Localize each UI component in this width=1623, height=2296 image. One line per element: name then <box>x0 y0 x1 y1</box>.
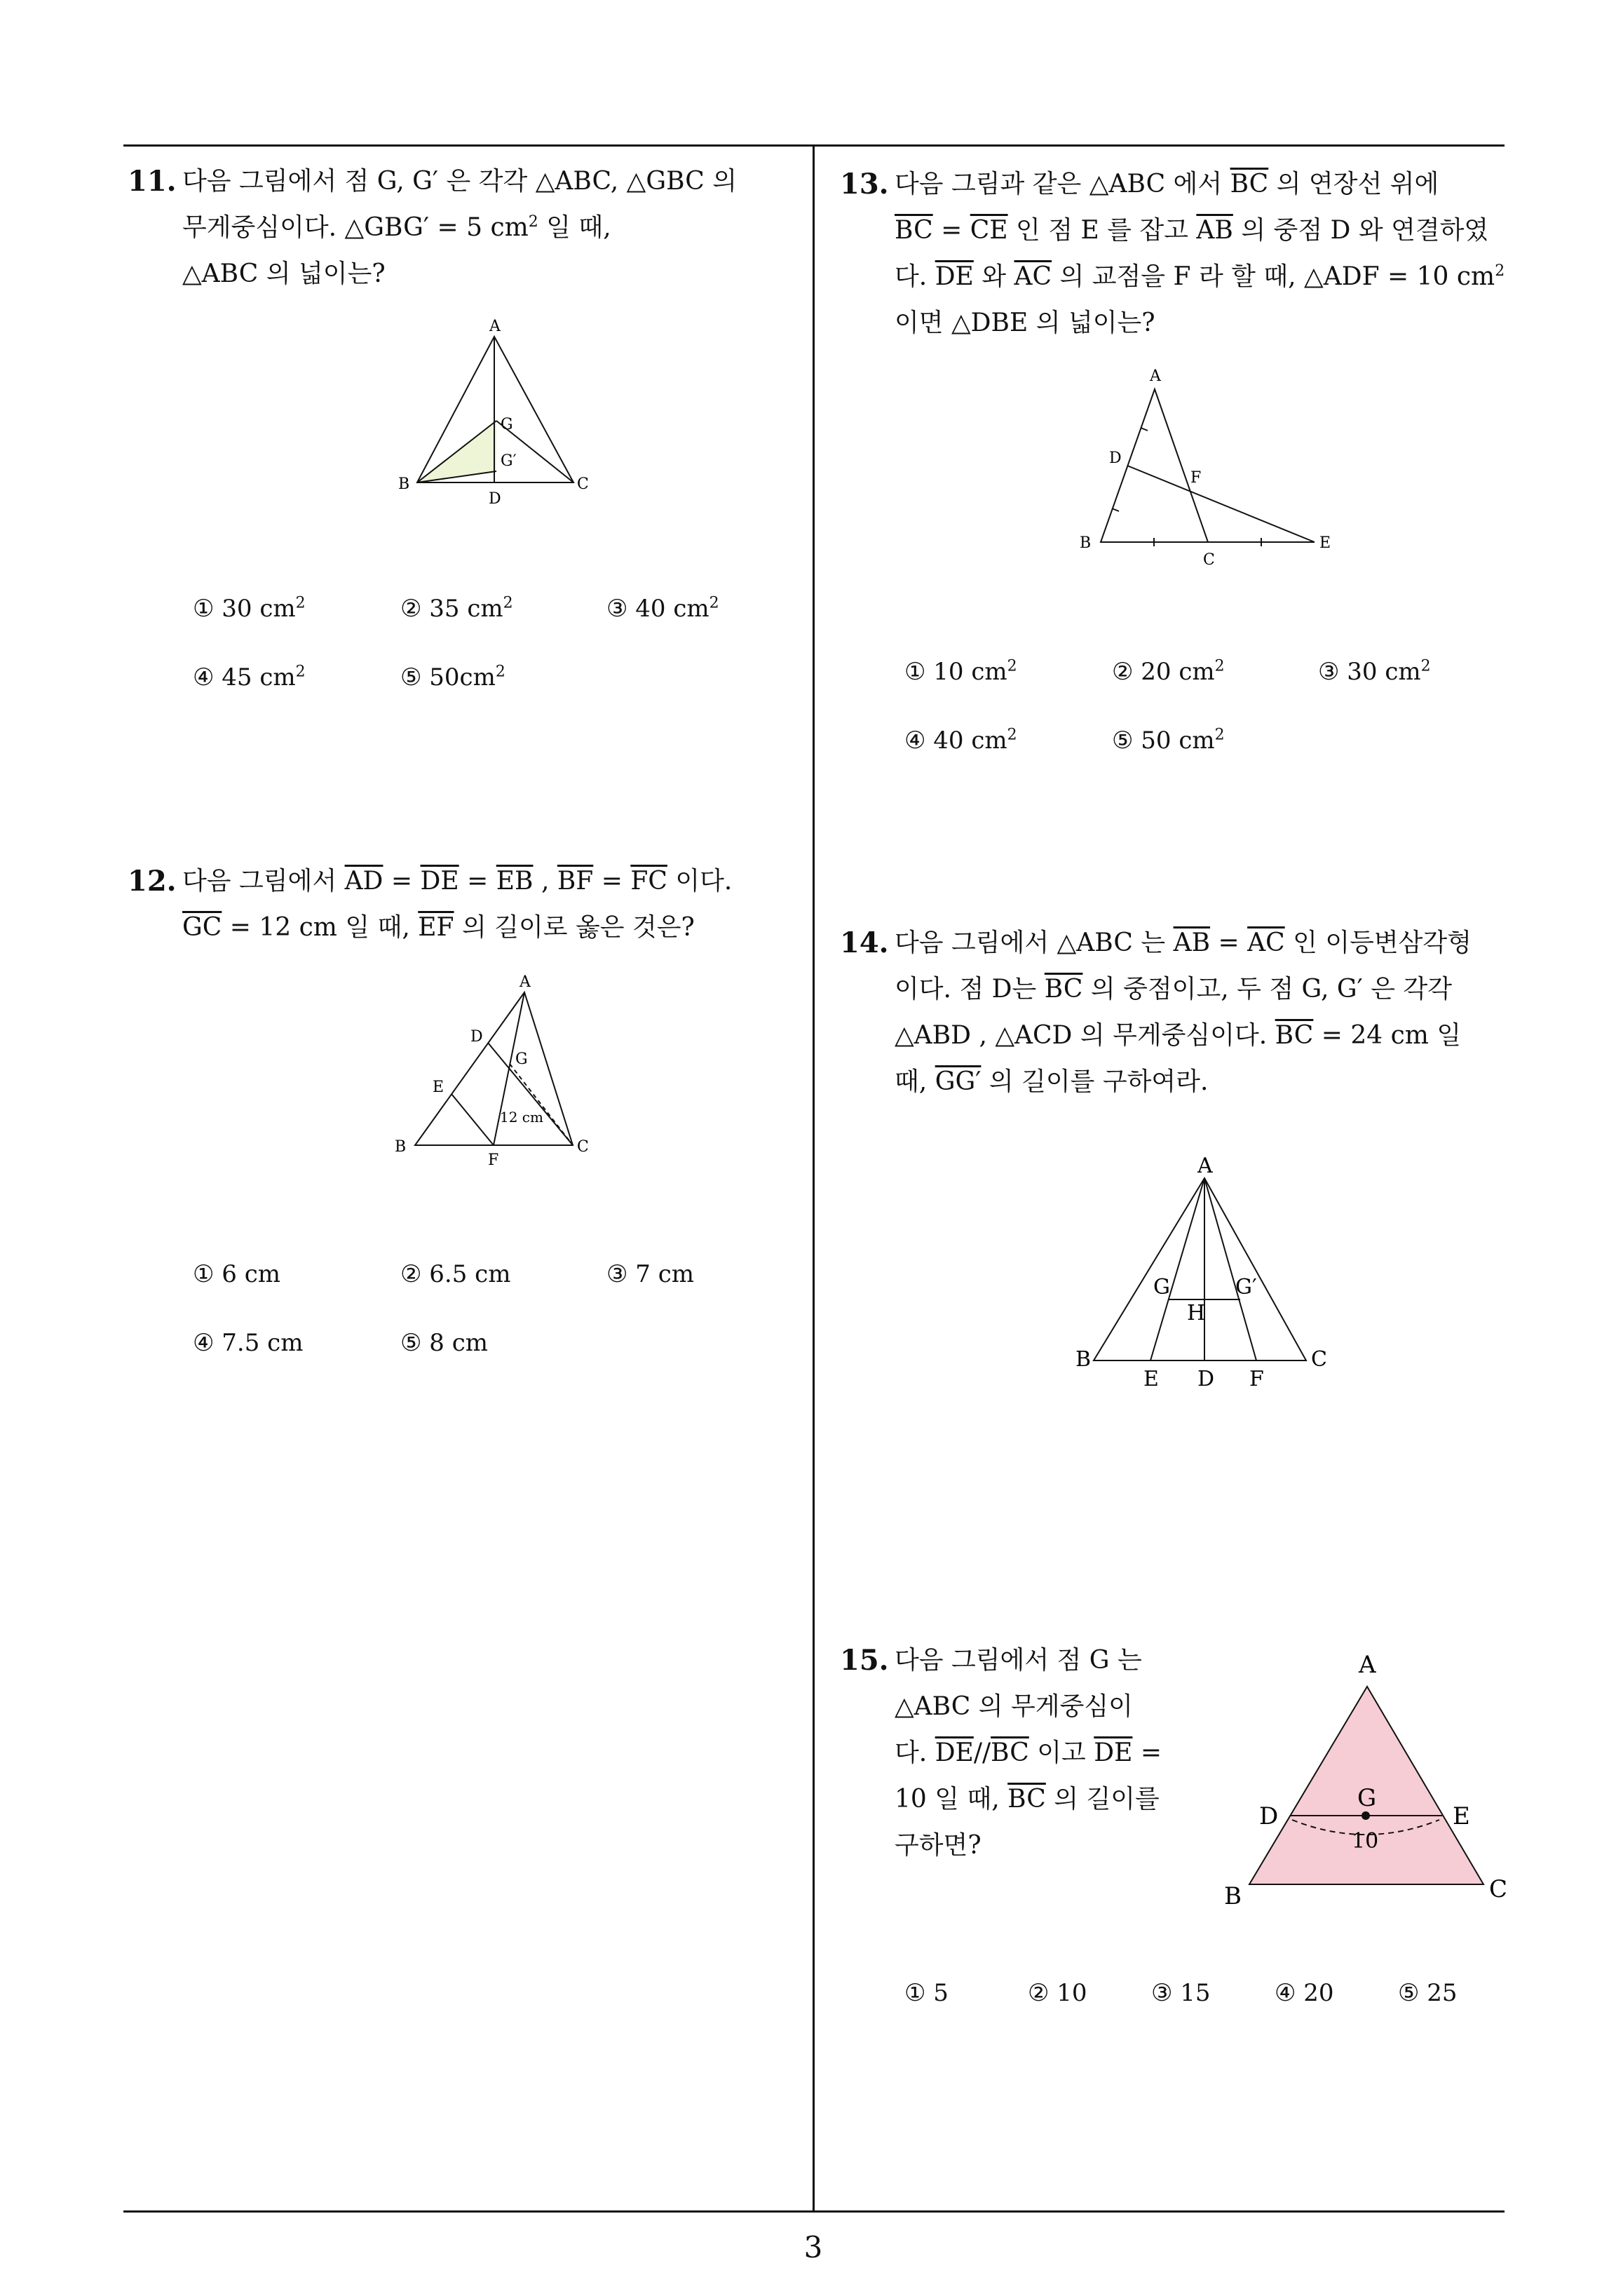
label-f: F <box>488 1152 499 1169</box>
label-e: E <box>1453 1802 1470 1830</box>
segment-de <box>1127 466 1315 542</box>
label-a: A <box>1359 1651 1376 1679</box>
figure-q13 <box>1073 361 1339 572</box>
question-number: 11. <box>128 165 177 198</box>
choice-3[interactable]: ③ 40 $cm^2$ <box>606 594 719 623</box>
label-a: A <box>489 318 501 335</box>
triangle-abc <box>415 992 573 1145</box>
question-text: 다. $\overline{DE}//\overline{BC}$ 이고 $\overline{DE}$ = <box>895 1738 1162 1767</box>
question-12 <box>128 858 732 951</box>
point-g <box>1361 1811 1370 1820</box>
question-text: 구하면? <box>895 1831 982 1860</box>
label-a: A <box>1150 367 1161 385</box>
question-text: 이면 △DBE 의 넓이는? <box>895 309 1155 337</box>
choice-5[interactable]: ⑤ 8 cm <box>400 1329 489 1357</box>
choice-4[interactable]: ④ 7.5 cm <box>193 1329 304 1357</box>
triangle-abc <box>1094 1178 1306 1360</box>
question-text: △ABD , △ACD 의 무게중심이다. $\overline{BC} = 24$ cm 일 <box>895 1021 1462 1050</box>
choice-5[interactable]: ⑤ 25 <box>1398 1979 1458 2007</box>
question-text: 다음 그림에서 점 G 는 <box>895 1646 1142 1675</box>
figure-q14 <box>1073 1150 1346 1396</box>
label-c: C <box>577 475 589 493</box>
question-15 <box>840 1637 1162 1869</box>
label-g: G <box>1153 1275 1170 1299</box>
choice-2[interactable]: ② 20 $cm^2$ <box>1112 657 1225 686</box>
choice-5[interactable]: ⑤ $50cm^2$ <box>400 663 505 691</box>
label-c: C <box>577 1138 589 1156</box>
question-text: △ABC 의 무게중심이 <box>895 1692 1133 1721</box>
label-b: B <box>398 475 410 493</box>
label-c: C <box>1489 1875 1508 1903</box>
question-number: 13. <box>840 168 889 201</box>
label-b: B <box>1224 1882 1242 1910</box>
segment-ef <box>451 1094 494 1145</box>
label-10: 10 <box>1352 1829 1379 1853</box>
label-a: A <box>1197 1154 1213 1178</box>
label-f: F <box>1190 469 1202 487</box>
label-b: B <box>1075 1347 1092 1372</box>
segment-dc <box>488 1043 573 1145</box>
choice-1[interactable]: ① 10 $cm^2$ <box>904 657 1017 686</box>
choice-1[interactable]: ① 30 $cm^2$ <box>193 594 306 623</box>
figure-q11 <box>379 309 617 512</box>
column-divider <box>813 144 815 2212</box>
question-text: 다. $\overline{DE}$ 와 $\overline{AC}$ 의 교점을 F 라 할 때, △ADF = 10 $cm^2$ <box>895 262 1505 291</box>
question-text: 무게중심이다. △GBG′ = 5 $cm^2$ 일 때, <box>182 213 611 242</box>
label-e: E <box>1319 534 1331 552</box>
choice-4[interactable]: ④ 20 <box>1275 1979 1334 2007</box>
label-d: D <box>1197 1367 1215 1391</box>
label-b: B <box>395 1138 407 1156</box>
choice-1[interactable]: ① 5 <box>904 1979 949 2007</box>
label-f: F <box>1249 1367 1264 1391</box>
label-d: D <box>1259 1802 1279 1830</box>
question-13 <box>840 161 1505 346</box>
question-text: 이다. 점 D는 $\overline{BC}$ 의 중점이고, 두 점 G, G′ 은 각각 <box>895 975 1453 1004</box>
question-14 <box>840 920 1472 1105</box>
question-text: 10 일 때, $\overline{BC}$ 의 길이를 <box>895 1785 1160 1814</box>
choice-2[interactable]: ② 6.5 cm <box>400 1260 511 1288</box>
choice-2[interactable]: ② 35 $cm^2$ <box>400 594 513 623</box>
choice-3[interactable]: ③ 30 $cm^2$ <box>1318 657 1431 686</box>
label-e: E <box>433 1079 444 1096</box>
tick-mark <box>1112 508 1119 511</box>
median-af <box>1204 1178 1256 1360</box>
question-11 <box>128 158 737 297</box>
label-d: D <box>489 490 501 508</box>
median-ae <box>1150 1178 1204 1360</box>
label-h: H <box>1187 1301 1206 1325</box>
choice-5[interactable]: ⑤ 50 $cm^2$ <box>1112 726 1225 755</box>
question-number: 15. <box>840 1644 889 1677</box>
question-text: 다음 그림에서 $\overline{AD} = \overline{DE} = \overline{EB}$ , $\overline{BF} = \overline{FC}$ 이다. <box>182 867 733 896</box>
label-c: C <box>1203 551 1215 569</box>
label-12cm: 12 cm <box>500 1109 543 1126</box>
question-text: 다음 그림과 같은 △ABC 에서 $\overline{BC}$ 의 연장선 위에 <box>895 170 1439 198</box>
question-number: 14. <box>840 926 889 959</box>
label-gp: G′ <box>501 452 517 470</box>
label-e: E <box>1143 1367 1159 1391</box>
tick-mark <box>1141 428 1148 431</box>
label-d: D <box>1109 450 1122 467</box>
label-d: D <box>470 1028 483 1046</box>
choice-2[interactable]: ② 10 <box>1028 1979 1087 2007</box>
label-a: A <box>520 973 531 991</box>
label-gp: G′ <box>1235 1275 1257 1299</box>
label-c: C <box>1311 1347 1327 1372</box>
figure-q12 <box>389 971 599 1168</box>
question-text: 다음 그림에서 △ABC 는 $\overline{AB} = \overline{AC}$ 인 이등변삼각형 <box>895 928 1472 957</box>
choice-4[interactable]: ④ 45 $cm^2$ <box>193 663 306 691</box>
choice-3[interactable]: ③ 7 cm <box>606 1260 695 1288</box>
label-g: G <box>1357 1784 1377 1812</box>
question-text: 때, GG′ 의 길이를 구하여라. <box>895 1067 1209 1096</box>
choice-1[interactable]: ① 6 cm <box>193 1260 281 1288</box>
label-g: G <box>501 416 513 433</box>
choice-4[interactable]: ④ 40 $cm^2$ <box>904 726 1017 755</box>
label-b: B <box>1080 534 1092 552</box>
label-g: G <box>515 1051 528 1068</box>
choice-3[interactable]: ③ 15 <box>1151 1979 1211 2007</box>
question-number: 12. <box>128 865 177 898</box>
question-text: 다음 그림에서 점 G, G′ 은 각각 △ABC, △GBC 의 <box>182 167 737 196</box>
figure-q15 <box>1220 1645 1508 1911</box>
page-number: 3 <box>803 2230 823 2264</box>
question-text: $\overline{GC} = 12$ cm 일 때, $\overline{EF}$ 의 길이로 옳은 것은? <box>182 913 695 942</box>
segment-gc-dashed <box>510 1064 573 1145</box>
question-text: $\overline{BC} = \overline{CE}$ 인 점 E 를 잡고 $\overline{AB}$ 의 중점 D 와 연결하였 <box>895 216 1489 245</box>
question-text: △ABC 의 넓이는? <box>182 259 386 288</box>
